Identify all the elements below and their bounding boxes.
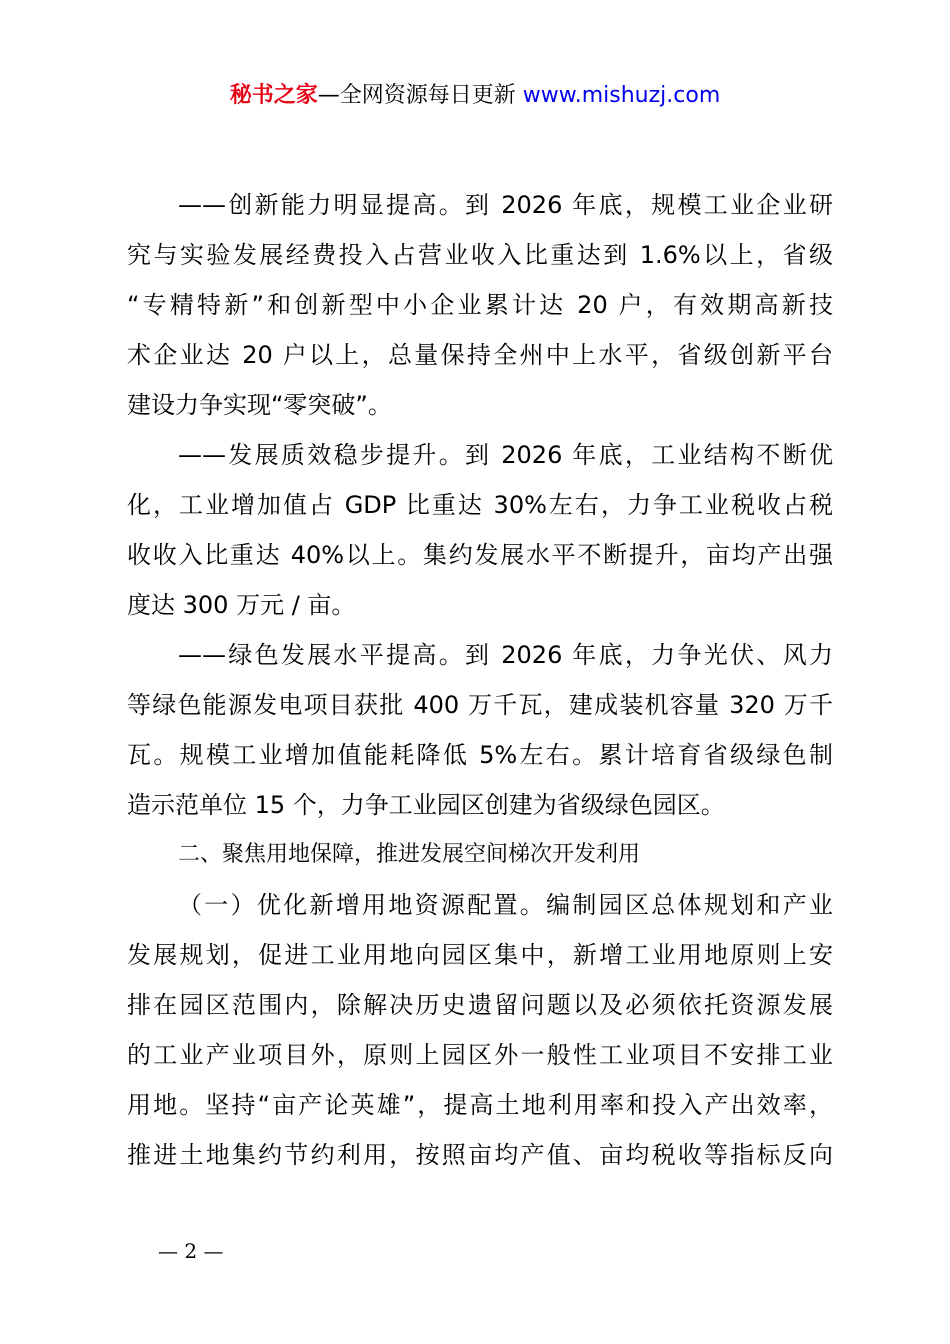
text-line: 化，工业增加值占 GDP 比重达 30%左右，力争工业税收占税 — [127, 491, 833, 519]
site-url[interactable]: www.mishuzj.com — [522, 83, 721, 108]
text-line: 排在园区范围内，除解决历史遗留问题以及必须依托资源发展 — [127, 991, 833, 1019]
site-tagline: —全网资源每日更新 — [317, 83, 523, 108]
text-line: 等绿色能源发电项目获批 400 万千瓦，建成装机容量 320 万千 — [127, 691, 833, 719]
text-line: “专精特新”和创新型中小企业累计达 20 户，有效期高新技 — [127, 291, 833, 319]
text-line: 用地。坚持“亩产论英雄”，提高土地利用率和投入产出效率， — [127, 1091, 833, 1119]
paragraph-innovation — [127, 180, 833, 430]
text-line: 瓦。规模工业增加值能耗降低 5%左右。累计培育省级绿色制 — [127, 741, 833, 769]
text-line: 术企业达 20 户以上，总量保持全州中上水平，省级创新平台 — [127, 341, 833, 369]
text-line: 究与实验发展经费投入占营业收入比重达到 1.6%以上，省级 — [127, 241, 833, 269]
text-line: 的工业产业项目外，原则上园区外一般性工业项目不安排工业 — [127, 1041, 833, 1069]
text-line: 造示范单位 15 个，力争工业园区创建为省级绿色园区。 — [127, 791, 725, 819]
text-line: ——发展质效稳步提升。到 2026 年底，工业结构不断优 — [178, 441, 833, 469]
page-number: — 2 — — [158, 1239, 224, 1263]
text-line: 发展规划，促进工业用地向园区集中，新增工业用地原则上安 — [127, 941, 833, 969]
text-line: （一）优化新增用地资源配置。编制园区总体规划和产业 — [178, 891, 833, 919]
paragraph-land-allocation — [127, 880, 833, 1180]
site-brand: 秘书之家 — [229, 83, 318, 108]
paragraph-quality — [127, 430, 833, 630]
text-line: ——创新能力明显提高。到 2026 年底，规模工业企业研 — [178, 191, 833, 219]
text-line: ——绿色发展水平提高。到 2026 年底，力争光伏、风力 — [178, 641, 833, 669]
page-header — [0, 80, 950, 112]
text-line: 收收入比重达 40%以上。集约发展水平不断提升，亩均产出强 — [127, 541, 833, 569]
text-line: 度达 300 万元 / 亩。 — [127, 591, 356, 619]
section-heading: 二、聚焦用地保障，推进发展空间梯次开发利用 — [178, 842, 641, 867]
paragraph-green — [127, 630, 833, 830]
text-line: 推进土地集约节约利用，按照亩均产值、亩均税收等指标反向 — [127, 1141, 833, 1169]
text-line: 建设力争实现“零突破”。 — [127, 391, 392, 419]
document-body — [127, 180, 833, 1180]
